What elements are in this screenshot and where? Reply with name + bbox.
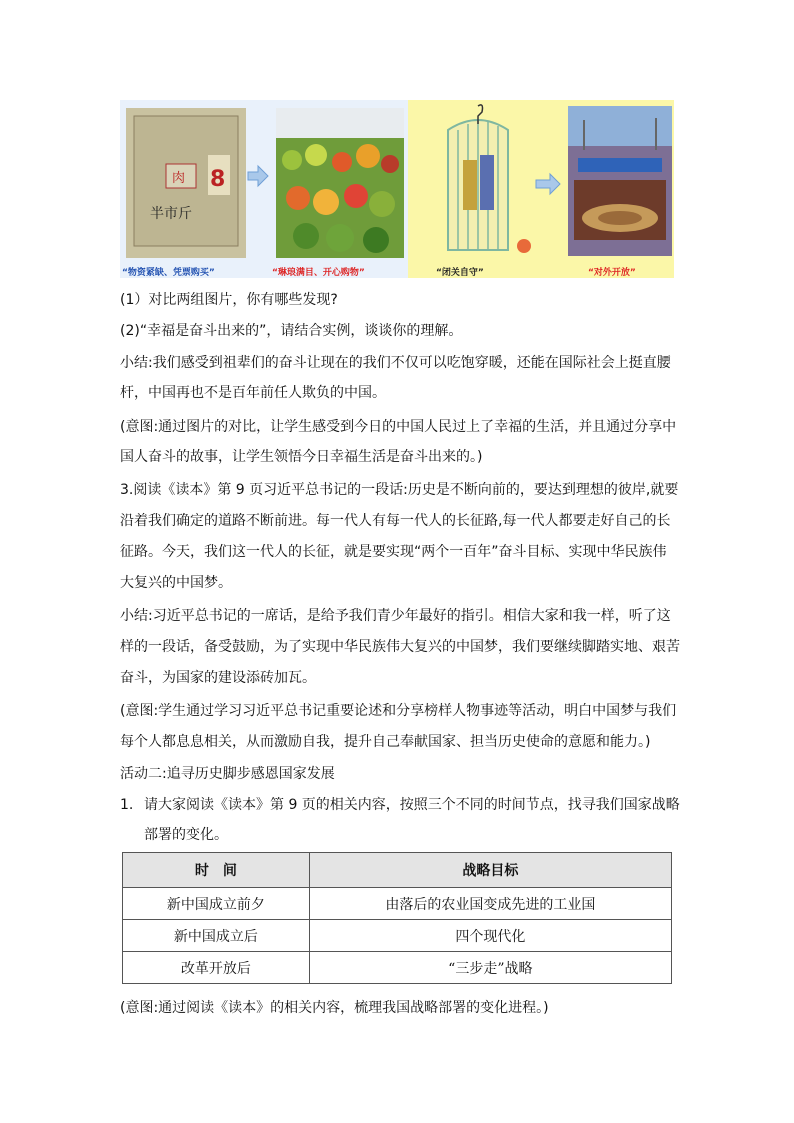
question-2: (2)“幸福是奋斗出来的”，请结合实例，谈谈你的理解。 bbox=[120, 323, 463, 339]
intent-3: (意图:通过阅读《读本》的相关内容，梳理我国战略部署的变化进程。) bbox=[120, 1000, 549, 1016]
intent-2-line-2: 每个人都息息相关，从而激励自我，提升自己奉献国家、担当历史使命的意愿和能力。) bbox=[120, 734, 651, 750]
table-row bbox=[123, 952, 672, 984]
activity-2-heading: 活动二:追寻历史脚步感恩国家发展 bbox=[120, 766, 335, 782]
panel-closed-vs-open bbox=[408, 100, 674, 278]
summary-2-line-1: 小结:习近平总书记的一席话，是给予我们青少年最好的指引。相信大家和我一样，听了这 bbox=[120, 608, 671, 624]
list-item-1-line-2: 部署的变化。 bbox=[144, 827, 228, 843]
paragraph-3-line-4: 大复兴的中国梦。 bbox=[120, 575, 232, 591]
caption-closed: “闭关自守” bbox=[436, 268, 484, 278]
summary-2-line-3: 奋斗，为国家的建设添砖加瓦。 bbox=[120, 670, 316, 686]
cell-goal: 四个现代化 bbox=[309, 920, 671, 952]
ticket-number: 8 bbox=[210, 167, 226, 192]
caption-scarcity: “物资紧缺、凭票购买” bbox=[122, 268, 215, 278]
international-conference-hall bbox=[568, 106, 672, 256]
birdcage-illustration bbox=[448, 105, 531, 253]
arrow-right-icon bbox=[536, 174, 560, 194]
question-1: (1）对比两组图片，你有哪些发现? bbox=[120, 292, 338, 308]
ticket-meat-char: 肉 bbox=[172, 171, 186, 186]
header-time: 时 间 bbox=[123, 853, 310, 888]
list-item-1-line-1: 请大家阅读《读本》第 9 页的相关内容，按照三个不同的时间节点，找寻我们国家战略 bbox=[144, 797, 680, 813]
header-goal: 战略目标 bbox=[309, 853, 671, 888]
summary-1-line-2: 杆，中国再也不是百年前任人欺负的中国。 bbox=[120, 385, 386, 401]
cell-goal: 由落后的农业国变成先进的工业国 bbox=[309, 888, 671, 920]
strategy-table bbox=[122, 852, 672, 984]
intent-1-line-2: 国人奋斗的故事，让学生领悟今日幸福生活是奋斗出来的。) bbox=[120, 449, 483, 465]
cell-time: 新中国成立前夕 bbox=[123, 888, 310, 920]
summary-2-line-2: 样的一段话，备受鼓励，为了实现中华民族伟大复兴的中国梦，我们要继续脚踏实地、艰苦 bbox=[120, 639, 680, 655]
arrow-right-icon bbox=[248, 166, 268, 186]
comparison-figure bbox=[120, 100, 674, 278]
caption-open: “对外开放” bbox=[588, 268, 636, 278]
intent-1-line-1: (意图:通过图片的对比，让学生感受到今日的中国人民过上了幸福的生活，并且通过分享中 bbox=[120, 419, 677, 435]
paragraph-3-line-2: 沿着我们确定的道路不断前进。每一代人有每一代人的长征路,每一代人都要走好自己的长 bbox=[120, 513, 671, 529]
cell-time: 新中国成立后 bbox=[123, 920, 310, 952]
closed-open-illustration bbox=[408, 100, 674, 278]
ticket-weight-text: 半市斤 bbox=[150, 206, 192, 222]
caption-abundance: “琳琅满目、开心购物” bbox=[272, 268, 365, 278]
table-header-row bbox=[123, 853, 672, 888]
cell-goal: “三步走”战略 bbox=[309, 952, 671, 984]
table-row bbox=[123, 920, 672, 952]
paragraph-3-line-1: 3.阅读《读本》第 9 页习近平总书记的一段话:历史是不断向前的，要达到理想的彼岸,就要 bbox=[120, 482, 679, 498]
cell-time: 改革开放后 bbox=[123, 952, 310, 984]
paragraph-3-line-3: 征路。今天，我们这一代人的长征，就是要实现“两个一百年”奋斗目标、实现中华民族伟 bbox=[120, 544, 667, 560]
summary-1-line-1: 小结:我们感受到祖辈们的奋斗让现在的我们不仅可以吃饱穿暖，还能在国际社会上挺直腰 bbox=[120, 355, 671, 371]
intent-2-line-1: (意图:学生通过学习习近平总书记重要论述和分享榜样人物事迹等活动，明白中国梦与我们 bbox=[120, 703, 677, 719]
panel-scarcity-vs-abundance bbox=[120, 100, 408, 278]
scarcity-abundance-illustration bbox=[120, 100, 408, 278]
table-row bbox=[123, 888, 672, 920]
list-item-1-number: 1. bbox=[120, 797, 134, 813]
